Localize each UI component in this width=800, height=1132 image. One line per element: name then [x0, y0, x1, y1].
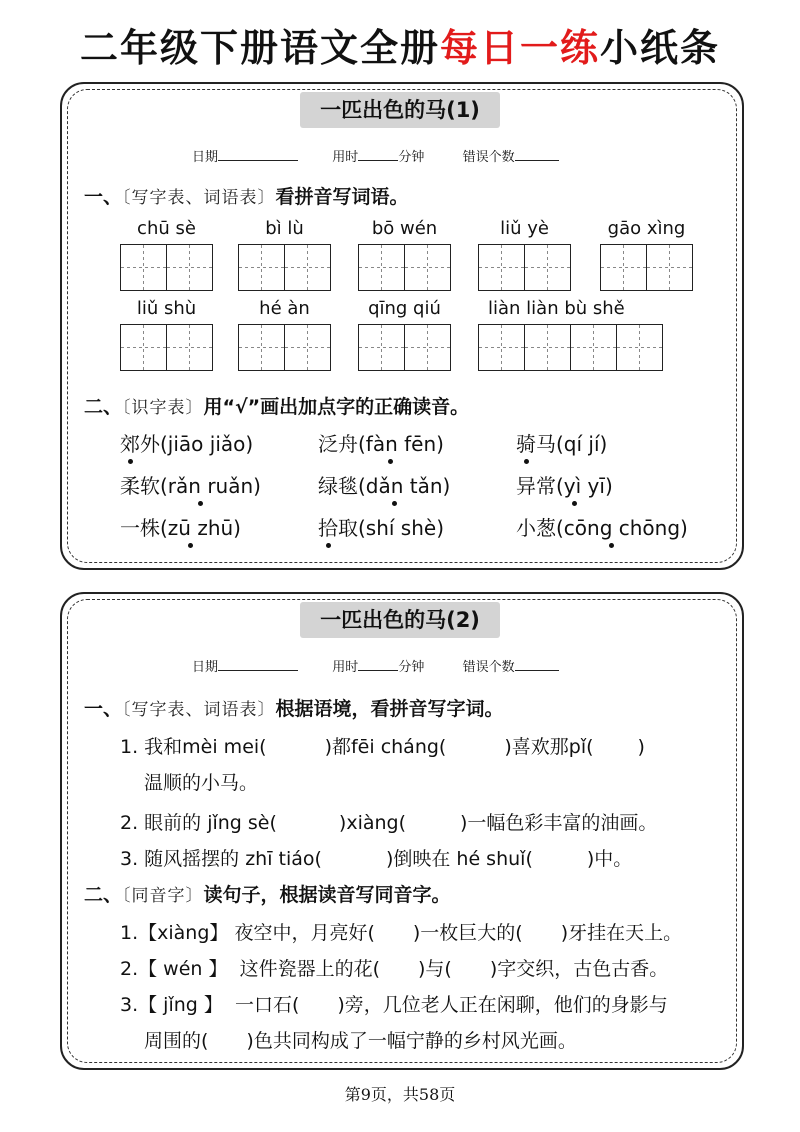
section-heading: 二、〔识字表〕用“√”画出加点字的正确读音。	[84, 396, 470, 418]
writing-grid[interactable]	[238, 324, 331, 371]
minute-label: 分钟	[398, 150, 425, 165]
time-field[interactable]	[358, 658, 398, 671]
pinyin-item: qīng qiú	[358, 298, 451, 371]
pinyin-item: bō wén	[358, 218, 451, 291]
reading-choice[interactable]: 绿毯(dǎn tǎn)	[318, 470, 450, 499]
question-3: 3. 随风摇摆的 zhī tiáo( )倒映在 hé shuǐ( )中。	[120, 848, 633, 870]
date-field[interactable]	[218, 658, 298, 671]
writing-grid[interactable]	[358, 324, 451, 371]
pinyin-item: liǔ shù	[120, 298, 213, 371]
card-title: 一匹出色的马(2)	[300, 602, 500, 638]
writing-grid[interactable]	[478, 244, 571, 291]
section-heading: 二、〔同音字〕读句子，根据读音写同音字。	[84, 884, 451, 906]
pinyin-item: liǔ yè	[478, 218, 571, 291]
reading-choice[interactable]: 骑马(qí jí)	[516, 428, 607, 457]
reading-choice[interactable]: 郊外(jiāo jiǎo)	[120, 428, 253, 457]
page-title	[0, 24, 800, 72]
question-1: 1. 我和mèi mei( )都fēi cháng( )喜欢那pǐ( )	[120, 736, 645, 758]
minute-label: 分钟	[398, 660, 425, 675]
card-title: 一匹出色的马(1)	[300, 92, 500, 128]
reading-choice[interactable]: 泛舟(fàn fēn)	[318, 428, 444, 457]
reading-choice[interactable]: 柔软(rǎn ruǎn)	[120, 470, 261, 499]
pinyin-item: bì lù	[238, 218, 331, 291]
page-footer: 第9页，共58页	[344, 1085, 456, 1104]
writing-grid[interactable]	[478, 324, 663, 371]
title-tail: 小纸条	[600, 26, 721, 70]
reading-choice[interactable]: 一株(zū zhū)	[120, 512, 241, 541]
exercise-card-2	[60, 592, 744, 1070]
homophone-3: 3.【 jǐng 】 一口石( )旁，几位老人正在闲聊，他们的身影与	[120, 994, 668, 1016]
homophone-1: 1.【xiàng】 夜空中，月亮好( )一枚巨大的( )牙挂在天上。	[120, 922, 683, 944]
pinyin-item: gāo xìng	[600, 218, 693, 291]
writing-grid[interactable]	[358, 244, 451, 291]
time-label: 用时	[332, 660, 359, 675]
reading-choice[interactable]: 拾取(shí shè)	[318, 512, 444, 541]
time-label: 用时	[332, 150, 359, 165]
errors-label: 错误个数	[462, 150, 515, 165]
writing-grid[interactable]	[120, 324, 213, 371]
pinyin-item: liàn liàn bù shě	[478, 298, 663, 371]
pinyin-item: hé àn	[238, 298, 331, 371]
reading-choice[interactable]: 小葱(cōng chōng)	[516, 512, 688, 541]
section-heading: 一、〔写字表、词语表〕看拼音写词语。	[84, 186, 409, 208]
errors-field[interactable]	[515, 148, 559, 161]
question-2: 2. 眼前的 jǐng sè( )xiàng( )一幅色彩丰富的油画。	[120, 812, 658, 834]
date-label: 日期	[192, 150, 219, 165]
title-black: 二年级下册语文全册	[79, 26, 440, 70]
title-red: 每日一练	[439, 26, 600, 70]
date-field[interactable]	[218, 148, 298, 161]
date-label: 日期	[192, 660, 219, 675]
writing-grid[interactable]	[120, 244, 213, 291]
info-row	[192, 146, 559, 165]
info-row	[192, 656, 559, 675]
pinyin-item: chū sè	[120, 218, 213, 291]
question-1-cont: 温顺的小马。	[144, 772, 259, 794]
writing-grid[interactable]	[600, 244, 693, 291]
errors-label: 错误个数	[462, 660, 515, 675]
reading-choice[interactable]: 异常(yì yī)	[516, 470, 613, 499]
exercise-card-1	[60, 82, 744, 570]
time-field[interactable]	[358, 148, 398, 161]
section-heading: 一、〔写字表、词语表〕根据语境，看拼音写字词。	[84, 698, 504, 720]
errors-field[interactable]	[515, 658, 559, 671]
homophone-3-cont: 周围的( )色共同构成了一幅宁静的乡村风光画。	[144, 1030, 577, 1052]
homophone-2: 2.【 wén 】 这件瓷器上的花( )与( )字交织，古色古香。	[120, 958, 669, 980]
writing-grid[interactable]	[238, 244, 331, 291]
